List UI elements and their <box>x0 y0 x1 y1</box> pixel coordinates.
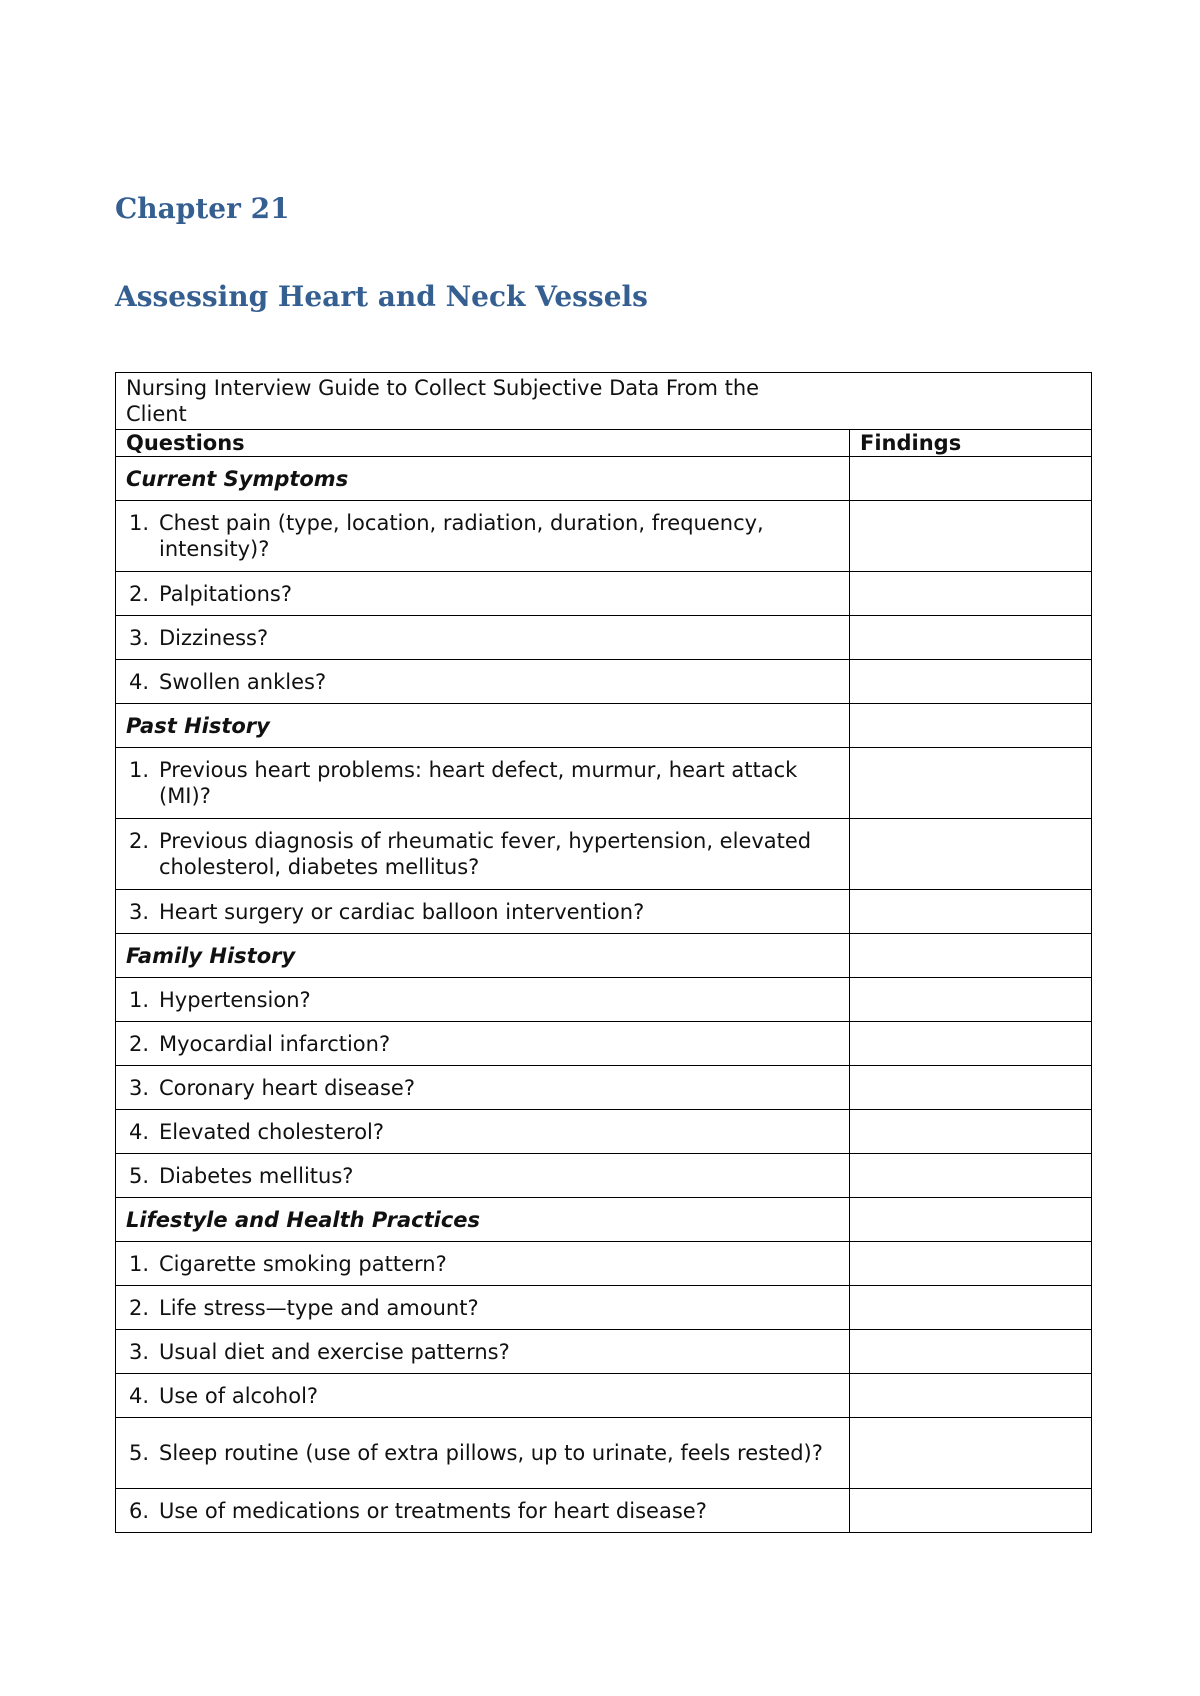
table-row <box>116 572 1092 616</box>
question-number: 2. <box>129 581 150 606</box>
question-number: 4. <box>129 669 150 694</box>
table-row <box>116 1489 1092 1533</box>
question-text: Myocardial infarction? <box>159 1031 391 1056</box>
table-row <box>116 1066 1092 1110</box>
findings-cell[interactable] <box>850 1242 1092 1286</box>
chapter-heading: Chapter 21 <box>115 192 290 225</box>
table-row <box>116 501 1092 572</box>
question-number: 3. <box>129 625 150 650</box>
questions-header: Questions <box>116 430 850 457</box>
table-row <box>116 1286 1092 1330</box>
question-cell <box>116 819 850 890</box>
question-cell <box>116 616 850 660</box>
findings-cell[interactable] <box>850 616 1092 660</box>
section-row <box>116 457 1092 501</box>
findings-cell[interactable] <box>850 978 1092 1022</box>
findings-cell[interactable] <box>850 748 1092 819</box>
section-heading: Family History <box>116 934 850 978</box>
question-cell <box>116 572 850 616</box>
question-text: Chest pain (type, location, radiation, duration, frequency, intensity)? <box>159 511 764 561</box>
section-row <box>116 1198 1092 1242</box>
question-cell <box>116 1489 850 1533</box>
interview-guide-table <box>115 372 1092 1533</box>
question-text: Palpitations? <box>159 581 293 606</box>
question-cell <box>116 748 850 819</box>
question-number: 1. <box>129 511 150 535</box>
table-row <box>116 1242 1092 1286</box>
question-cell <box>116 501 850 572</box>
question-cell <box>116 1022 850 1066</box>
findings-cell[interactable] <box>850 1286 1092 1330</box>
table-caption <box>116 373 1092 430</box>
findings-cell[interactable] <box>850 572 1092 616</box>
question-text: Previous heart problems: heart defect, murmur, heart attack (MI)? <box>159 758 798 808</box>
table-caption-row <box>116 373 1092 430</box>
question-text: Previous diagnosis of rheumatic fever, hypertension, elevated cholesterol, diabetes mellitus? <box>159 829 812 879</box>
question-text: Sleep routine (use of extra pillows, up to urinate, feels rested)? <box>159 1441 823 1465</box>
table-row <box>116 616 1092 660</box>
section-heading: Past History <box>116 704 850 748</box>
section-heading: Current Symptoms <box>116 457 850 501</box>
findings-cell[interactable] <box>850 457 1092 501</box>
findings-cell[interactable] <box>850 704 1092 748</box>
section-heading: Lifestyle and Health Practices <box>116 1198 850 1242</box>
findings-cell[interactable] <box>850 1198 1092 1242</box>
findings-cell[interactable] <box>850 1418 1092 1489</box>
table-row <box>116 978 1092 1022</box>
page-title: Assessing Heart and Neck Vessels <box>115 280 648 313</box>
question-text: Life stress—type and amount? <box>159 1295 479 1320</box>
question-number: 1. <box>129 987 150 1012</box>
question-cell <box>116 1242 850 1286</box>
question-number: 5. <box>129 1163 150 1188</box>
question-cell <box>116 1154 850 1198</box>
question-text: Dizziness? <box>159 625 269 650</box>
table-row <box>116 890 1092 934</box>
question-cell <box>116 1418 850 1489</box>
question-cell <box>116 1286 850 1330</box>
findings-cell[interactable] <box>850 1066 1092 1110</box>
question-cell <box>116 1110 850 1154</box>
question-text: Swollen ankles? <box>159 669 327 694</box>
question-number: 1. <box>129 1251 150 1276</box>
question-number: 3. <box>129 1339 150 1364</box>
question-cell <box>116 1374 850 1418</box>
findings-cell[interactable] <box>850 890 1092 934</box>
question-text: Usual diet and exercise patterns? <box>159 1339 510 1364</box>
findings-cell[interactable] <box>850 1330 1092 1374</box>
question-number: 3. <box>129 899 150 924</box>
question-cell <box>116 1066 850 1110</box>
table-header-row <box>116 430 1092 457</box>
question-cell <box>116 890 850 934</box>
question-number: 1. <box>129 758 150 782</box>
question-cell <box>116 1330 850 1374</box>
question-text: Hypertension? <box>159 987 311 1012</box>
table-row <box>116 1330 1092 1374</box>
question-text: Heart surgery or cardiac balloon intervention? <box>159 899 645 924</box>
question-text: Elevated cholesterol? <box>159 1119 385 1144</box>
findings-cell[interactable] <box>850 1154 1092 1198</box>
question-text: Use of medications or treatments for heart disease? <box>159 1498 707 1523</box>
question-number: 4. <box>129 1383 150 1408</box>
question-number: 6. <box>129 1498 150 1523</box>
table-row <box>116 748 1092 819</box>
findings-cell[interactable] <box>850 501 1092 572</box>
question-number: 2. <box>129 1295 150 1320</box>
table-row <box>116 819 1092 890</box>
section-row <box>116 934 1092 978</box>
question-number: 4. <box>129 1119 150 1144</box>
table-row <box>116 1110 1092 1154</box>
findings-cell[interactable] <box>850 1489 1092 1533</box>
table-row <box>116 660 1092 704</box>
table-caption-text: Nursing Interview Guide to Collect Subjective Data From the Client <box>126 376 760 426</box>
findings-header: Findings <box>850 430 1092 457</box>
table-row <box>116 1022 1092 1066</box>
question-number: 3. <box>129 1075 150 1100</box>
findings-cell[interactable] <box>850 934 1092 978</box>
question-text: Use of alcohol? <box>159 1383 319 1408</box>
findings-cell[interactable] <box>850 1374 1092 1418</box>
question-cell <box>116 660 850 704</box>
table-row <box>116 1374 1092 1418</box>
findings-cell[interactable] <box>850 819 1092 890</box>
question-text: Cigarette smoking pattern? <box>159 1251 447 1276</box>
question-text: Diabetes mellitus? <box>159 1163 354 1188</box>
table-row <box>116 1154 1092 1198</box>
findings-cell[interactable] <box>850 1022 1092 1066</box>
question-number: 5. <box>129 1441 150 1465</box>
question-number: 2. <box>129 829 150 853</box>
question-number: 2. <box>129 1031 150 1056</box>
section-row <box>116 704 1092 748</box>
question-cell <box>116 978 850 1022</box>
question-text: Coronary heart disease? <box>159 1075 415 1100</box>
table-row <box>116 1418 1092 1489</box>
findings-cell[interactable] <box>850 1110 1092 1154</box>
findings-cell[interactable] <box>850 660 1092 704</box>
